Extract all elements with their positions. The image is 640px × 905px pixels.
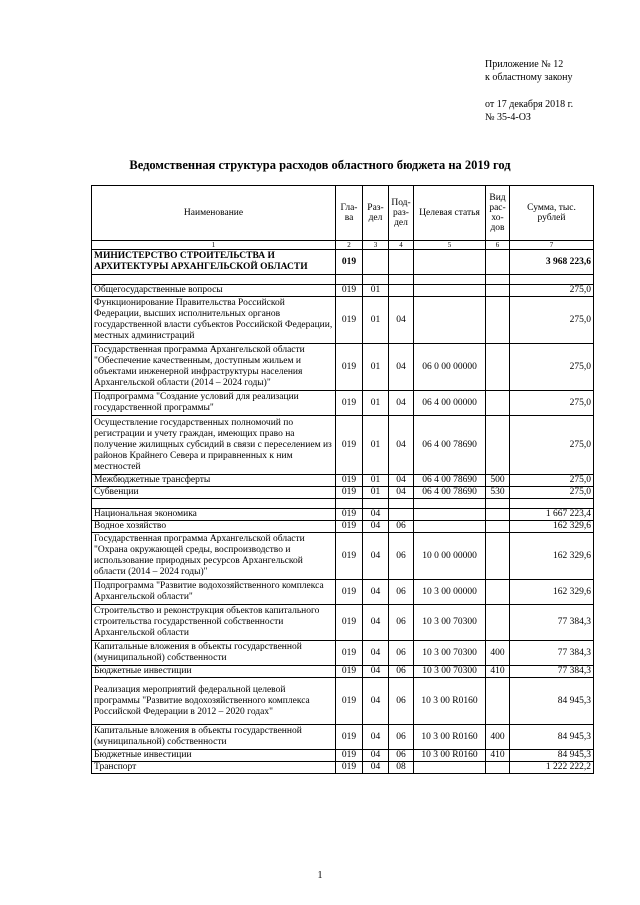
column-number: 2 (336, 241, 363, 250)
cell-sum: 77 384,3 (510, 666, 594, 678)
cell-sum: 77 384,3 (510, 605, 594, 641)
cell-name: Подпрограмма "Создание условий для реализации государственной программы" (92, 391, 336, 416)
cell-razdel (363, 499, 389, 509)
table-row (92, 250, 594, 275)
cell-glava: 019 (336, 391, 363, 416)
cell-name: Подпрограмма "Развитие водохозяйственного комплекса Архангельской области" (92, 580, 336, 605)
cell-glava: 019 (336, 297, 363, 344)
cell-name: Межбюджетные трансферты (92, 475, 336, 487)
header-target: Целевая статья (414, 186, 486, 241)
cell-sum: 84 945,3 (510, 750, 594, 762)
cell-podrazdel: 04 (389, 344, 414, 391)
cell-glava: 019 (336, 641, 363, 666)
column-number: 3 (363, 241, 389, 250)
appendix-line-1: Приложение № 12 (485, 59, 564, 70)
cell-glava: 019 (336, 725, 363, 750)
cell-glava (336, 275, 363, 285)
cell-sum: 275,0 (510, 391, 594, 416)
cell-podrazdel (389, 275, 414, 285)
page-number: 1 (317, 870, 323, 881)
cell-razdel: 01 (363, 285, 389, 297)
column-number: 6 (486, 241, 510, 250)
cell-razdel (363, 250, 389, 275)
cell-name (92, 499, 336, 509)
cell-razdel: 04 (363, 580, 389, 605)
cell-razdel (363, 275, 389, 285)
cell-razdel: 04 (363, 750, 389, 762)
header-glava: Гла- ва (336, 186, 363, 241)
cell-glava: 019 (336, 344, 363, 391)
cell-glava: 019 (336, 750, 363, 762)
cell-name: Государственная программа Архангельской области "Охрана окружающей среды, воспроизводство и использование природных ресурсов Архангельской области (2014 – 2024 годы)" (92, 533, 336, 580)
cell-razdel: 01 (363, 344, 389, 391)
cell-vid (486, 344, 510, 391)
cell-sum: 162 329,6 (510, 580, 594, 605)
cell-podrazdel: 06 (389, 641, 414, 666)
cell-target: 06 4 00 78690 (414, 475, 486, 487)
cell-sum: 77 384,3 (510, 641, 594, 666)
cell-glava: 019 (336, 416, 363, 475)
cell-sum: 275,0 (510, 475, 594, 487)
cell-razdel: 04 (363, 666, 389, 678)
header-vid: Вид рас- хо- дов (486, 186, 510, 241)
cell-target (414, 275, 486, 285)
cell-vid (486, 580, 510, 605)
appendix-line-3: от 17 декабря 2018 г. (485, 99, 574, 110)
cell-vid (486, 533, 510, 580)
cell-razdel: 01 (363, 416, 389, 475)
cell-vid: 410 (486, 750, 510, 762)
table-row (92, 487, 594, 499)
column-number: 7 (510, 241, 594, 250)
cell-podrazdel: 08 (389, 762, 414, 774)
cell-target (414, 509, 486, 521)
cell-target: 10 3 00 70300 (414, 641, 486, 666)
cell-sum: 162 329,6 (510, 521, 594, 533)
cell-name: МИНИСТЕРСТВО СТРОИТЕЛЬСТВА И АРХИТЕКТУРЫ АРХАНГЕЛЬСКОЙ ОБЛАСТИ (92, 250, 336, 275)
cell-name: Капитальные вложения в объекты государственной (муниципальной) собственности (92, 641, 336, 666)
cell-podrazdel: 06 (389, 750, 414, 762)
cell-podrazdel (389, 250, 414, 275)
table-row (92, 275, 594, 285)
cell-name: Общегосударственные вопросы (92, 285, 336, 297)
cell-target: 10 3 00 00000 (414, 580, 486, 605)
cell-vid (486, 521, 510, 533)
header-sum: Сумма, тыс. рублей (510, 186, 594, 241)
cell-razdel: 01 (363, 391, 389, 416)
cell-glava: 019 (336, 605, 363, 641)
cell-name: Капитальные вложения в объекты государственной (муниципальной) собственности (92, 725, 336, 750)
cell-name: Государственная программа Архангельской области "Обеспечение качественным, доступным жильем и объектами инженерной инфраструктуры населения Архангельской области (2014 – 2024 годы)" (92, 344, 336, 391)
table-row (92, 285, 594, 297)
cell-vid (486, 416, 510, 475)
cell-sum: 1 222 222,2 (510, 762, 594, 774)
cell-target (414, 285, 486, 297)
cell-podrazdel: 04 (389, 416, 414, 475)
table-row (92, 750, 594, 762)
cell-glava: 019 (336, 509, 363, 521)
cell-glava: 019 (336, 762, 363, 774)
table-row (92, 416, 594, 475)
cell-vid: 400 (486, 641, 510, 666)
cell-target: 10 3 00 R0160 (414, 725, 486, 750)
cell-target: 10 0 00 00000 (414, 533, 486, 580)
cell-razdel: 01 (363, 297, 389, 344)
cell-vid (486, 605, 510, 641)
header-razdel: Раз- дел (363, 186, 389, 241)
table-row (92, 641, 594, 666)
table-row (92, 580, 594, 605)
cell-sum (510, 275, 594, 285)
cell-razdel: 04 (363, 678, 389, 725)
cell-razdel: 04 (363, 725, 389, 750)
budget-table-body (92, 250, 594, 774)
cell-glava: 019 (336, 487, 363, 499)
cell-glava: 019 (336, 285, 363, 297)
cell-podrazdel: 06 (389, 725, 414, 750)
cell-target (414, 250, 486, 275)
cell-vid (486, 285, 510, 297)
cell-vid: 400 (486, 725, 510, 750)
header-podrazdel: Под- раз- дел (389, 186, 414, 241)
cell-glava: 019 (336, 666, 363, 678)
appendix-line-4: № 35-4-ОЗ (485, 112, 531, 123)
cell-vid: 530 (486, 487, 510, 499)
column-number-row (92, 241, 594, 250)
table-row (92, 762, 594, 774)
cell-razdel: 04 (363, 521, 389, 533)
cell-podrazdel (389, 285, 414, 297)
cell-podrazdel: 06 (389, 666, 414, 678)
cell-name: Бюджетные инвестиции (92, 750, 336, 762)
cell-razdel: 04 (363, 605, 389, 641)
cell-target (414, 521, 486, 533)
cell-glava: 019 (336, 678, 363, 725)
cell-glava (336, 499, 363, 509)
cell-podrazdel: 06 (389, 533, 414, 580)
table-row (92, 678, 594, 725)
table-row (92, 605, 594, 641)
cell-razdel: 04 (363, 641, 389, 666)
cell-vid (486, 499, 510, 509)
cell-target (414, 297, 486, 344)
cell-target: 10 3 00 70300 (414, 605, 486, 641)
appendix-line-2: к областному закону (485, 72, 573, 83)
table-row (92, 344, 594, 391)
cell-name (92, 275, 336, 285)
cell-target (414, 762, 486, 774)
cell-glava: 019 (336, 250, 363, 275)
cell-target: 10 3 00 70300 (414, 666, 486, 678)
cell-podrazdel: 06 (389, 521, 414, 533)
column-number: 5 (414, 241, 486, 250)
cell-name: Функционирование Правительства Российской Федерации, высших исполнительных органов государственной власти субъектов Российской Федерации, местных администраций (92, 297, 336, 344)
cell-name: Осуществление государственных полномочий по регистрации и учету граждан, имеющих право на получение жилищных субсидий в связи с переселением из районов Крайнего Севера и приравненных к ним местностей (92, 416, 336, 475)
cell-target: 06 4 00 78690 (414, 487, 486, 499)
table-row (92, 509, 594, 521)
table-row (92, 725, 594, 750)
cell-name: Транспорт (92, 762, 336, 774)
table-row (92, 521, 594, 533)
cell-vid (486, 762, 510, 774)
table-row (92, 297, 594, 344)
cell-vid: 410 (486, 666, 510, 678)
cell-sum: 275,0 (510, 487, 594, 499)
cell-vid (486, 250, 510, 275)
page-title: Ведомственная структура расходов областного бюджета на 2019 год (129, 158, 511, 172)
cell-glava: 019 (336, 533, 363, 580)
cell-podrazdel (389, 509, 414, 521)
appendix-note (485, 58, 635, 124)
cell-razdel: 04 (363, 509, 389, 521)
cell-name: Строительство и реконструкция объектов капитального строительства государственной собственности Архангельской области (92, 605, 336, 641)
cell-target: 06 0 00 00000 (414, 344, 486, 391)
table-row (92, 475, 594, 487)
cell-name: Водное хозяйство (92, 521, 336, 533)
cell-name: Бюджетные инвестиции (92, 666, 336, 678)
cell-sum: 275,0 (510, 416, 594, 475)
cell-podrazdel: 06 (389, 580, 414, 605)
cell-glava: 019 (336, 580, 363, 605)
cell-sum (510, 499, 594, 509)
cell-target: 06 4 00 00000 (414, 391, 486, 416)
column-number: 4 (389, 241, 414, 250)
table-row (92, 391, 594, 416)
cell-target: 10 3 00 R0160 (414, 678, 486, 725)
cell-vid (486, 275, 510, 285)
cell-vid: 500 (486, 475, 510, 487)
table-row (92, 666, 594, 678)
cell-vid (486, 297, 510, 344)
cell-podrazdel: 04 (389, 391, 414, 416)
column-number: 1 (92, 241, 336, 250)
cell-podrazdel: 04 (389, 297, 414, 344)
cell-target: 06 4 00 78690 (414, 416, 486, 475)
cell-sum: 3 968 223,6 (510, 250, 594, 275)
table-header-row (92, 186, 594, 241)
cell-podrazdel: 04 (389, 475, 414, 487)
table-row (92, 499, 594, 509)
cell-sum: 84 945,3 (510, 678, 594, 725)
cell-razdel: 04 (363, 533, 389, 580)
cell-podrazdel: 04 (389, 487, 414, 499)
cell-razdel: 01 (363, 487, 389, 499)
cell-vid (486, 391, 510, 416)
cell-podrazdel: 06 (389, 605, 414, 641)
cell-name: Реализация мероприятий федеральной целевой программы "Развитие водохозяйственного комплекса Российской Федерации в 2012 – 2020 годах" (92, 678, 336, 725)
cell-vid (486, 678, 510, 725)
table-row (92, 533, 594, 580)
cell-sum: 1 667 223,4 (510, 509, 594, 521)
cell-razdel: 04 (363, 762, 389, 774)
cell-sum: 162 329,6 (510, 533, 594, 580)
cell-sum: 84 945,3 (510, 725, 594, 750)
cell-target (414, 499, 486, 509)
cell-razdel: 01 (363, 475, 389, 487)
cell-sum: 275,0 (510, 344, 594, 391)
cell-vid (486, 509, 510, 521)
cell-sum: 275,0 (510, 285, 594, 297)
cell-sum: 275,0 (510, 297, 594, 344)
header-name: Наименование (92, 186, 336, 241)
cell-podrazdel (389, 499, 414, 509)
cell-name: Национальная экономика (92, 509, 336, 521)
cell-name: Субвенции (92, 487, 336, 499)
cell-target: 10 3 00 R0160 (414, 750, 486, 762)
cell-glava: 019 (336, 475, 363, 487)
cell-glava: 019 (336, 521, 363, 533)
budget-table (91, 185, 594, 774)
cell-podrazdel: 06 (389, 678, 414, 725)
